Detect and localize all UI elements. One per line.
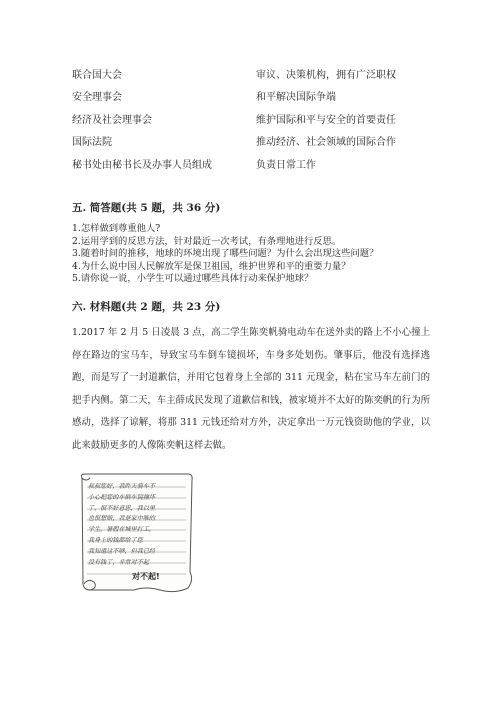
letter-signature: 对不起! bbox=[132, 572, 160, 581]
matching-row bbox=[72, 85, 432, 108]
section-5-title: 五. 简答题(共 5 题，共 36 分) bbox=[72, 202, 221, 214]
matching-left: 经济及社会理事会 bbox=[72, 114, 152, 126]
matching-right: 负责日常工作 bbox=[256, 159, 316, 171]
letter-line: 小心把您的车倒车镜撞坏 bbox=[88, 493, 156, 501]
matching-right: 推动经济、社会领域的国际合作 bbox=[256, 137, 396, 149]
question-item: 3.随着时间的推移，地球的环境出现了哪些问题？为什么会出现这些问题？ bbox=[72, 248, 379, 260]
matching-right: 维护国际和平与安全的首要责任 bbox=[256, 114, 396, 126]
letter-line: 我知道这不够，但我已经 bbox=[88, 547, 156, 555]
question-item: 1.怎样做到尊重他人? bbox=[72, 223, 161, 234]
matching-right: 审议、决策机构，拥有广泛职权 bbox=[256, 69, 396, 81]
letter-line: 叔叔您好，我昨天骑车不 bbox=[88, 483, 156, 490]
matching-row bbox=[72, 130, 432, 153]
matching-row bbox=[72, 62, 432, 85]
matching-left: 国际法院 bbox=[72, 137, 112, 149]
matching-right: 和平解决国际争端 bbox=[256, 92, 336, 104]
question-item: 4.为什么说中国人民解放军是保卫祖国，维护世界和平的重要力量？ bbox=[72, 260, 351, 272]
letter-line: 学生，暑假在城里打工， bbox=[88, 526, 156, 534]
apology-letter-scroll bbox=[76, 472, 196, 596]
letter-line: 没有钱了，非常对不起 bbox=[88, 558, 149, 566]
question-item: 5.请你说一说，小学生可以通过哪些具体行动来保护地球？ bbox=[72, 273, 314, 285]
matching-row bbox=[72, 107, 432, 130]
matching-left: 安全理事会 bbox=[72, 92, 122, 104]
section-6-title: 六. 材料题(共 2 题，共 23 分) bbox=[72, 301, 221, 313]
matching-row bbox=[72, 152, 432, 175]
matching-left: 联合国大会 bbox=[72, 69, 122, 81]
material-paragraph: 1.2017 年 2 月 5 日凌晨 3 点，高二学生陈奕帆骑电动车在送外卖的路上不小心撞上停在路边的宝马车，导致宝马车倒车镜损坏，车身多处划伤。肇事后，他没有选择逃跑，而是写了一封道歉信，并用它包着身上全部的 311 元现金，粘在宝马车左前门的把手内侧。第二天，车主薛成民发现了道歉信和钱，被家境并不太好的陈奕帆的行为所感动，选择了谅解，将那 311 元钱还给对方外，决定拿出一万元钱资助他的学业，以此来鼓励更多的人像陈奕帆这样去做。 bbox=[72, 327, 430, 451]
question-list bbox=[72, 223, 432, 286]
letter-line: 也很想赔，我是家中唯的 bbox=[88, 515, 156, 523]
matching-left: 秘书处由秘书长及办事人员组成 bbox=[72, 159, 212, 171]
question-item: 2.运用学到的反思方法，针对最近一次考试，有条理地进行反思。 bbox=[72, 235, 342, 247]
matching-table bbox=[72, 62, 432, 175]
letter-line: 我身上的钱都给了您 bbox=[88, 536, 143, 544]
letter-line: 了，很不好意思，我以里 bbox=[88, 504, 156, 512]
letter-text bbox=[88, 482, 184, 568]
